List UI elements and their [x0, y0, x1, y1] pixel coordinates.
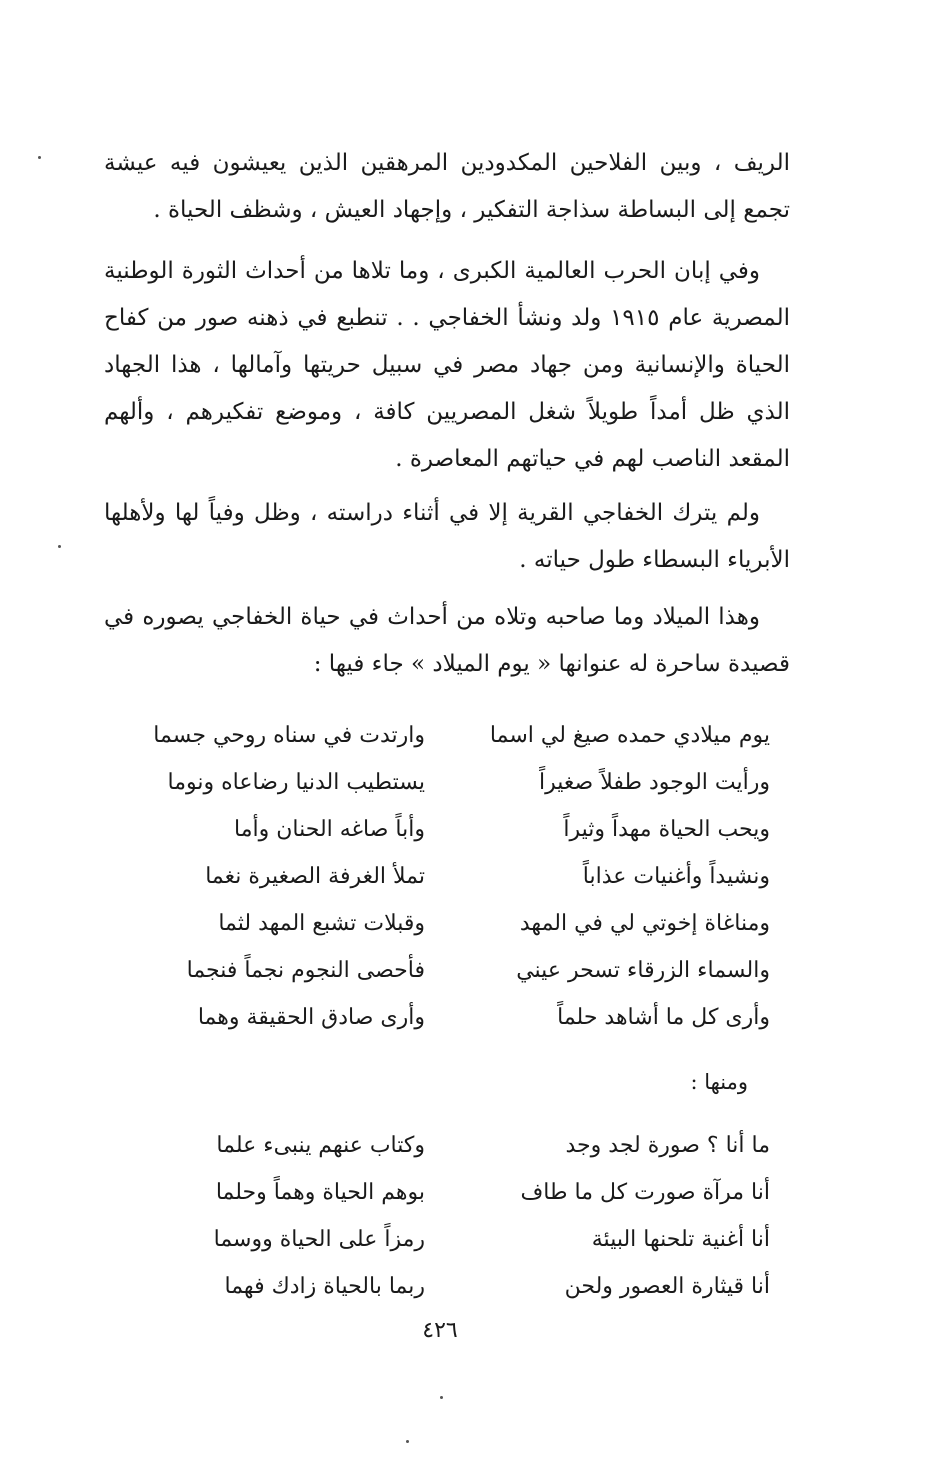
verse-first-hemistich: ورأيت الوجود طفلاً صغيراً [539, 770, 770, 795]
scan-speck [406, 1440, 409, 1443]
verse-second-hemistich: يستطيب الدنيا رضاعاه ونوما [167, 770, 425, 795]
scan-speck [440, 1396, 443, 1399]
verse-line [120, 759, 770, 806]
verse-line [120, 1122, 770, 1169]
verse-second-hemistich: وقبلات تشبع المهد لثما [218, 911, 425, 936]
verse-line [120, 1216, 770, 1263]
scan-speck [38, 156, 41, 159]
verse-first-hemistich: يوم ميلادي حمده صيغ لي اسما [489, 723, 770, 748]
verse-line [120, 712, 770, 759]
page-number: ٤٢٦ [422, 1318, 458, 1343]
verse-second-hemistich: ربما بالحياة زادك فهما [224, 1274, 425, 1299]
verse-first-hemistich: أنا أغنية تلحنها البيئة [591, 1227, 770, 1252]
verse-first-hemistich: ما أنا ؟ صورة لجد وجد [565, 1133, 770, 1158]
verse-line [120, 1263, 770, 1310]
verse-second-hemistich: وارتدت في سناه روحي جسما [153, 723, 425, 748]
paragraph-poem-intro: وهذا الميلاد وما صاحبه وتلاه من أحداث في حياة الخفاجي يصوره في قصيدة ساحرة له عنوانها « يوم الميلاد » جاء فيها : [104, 604, 790, 677]
verse-line [120, 1169, 770, 1216]
verse-first-hemistich: أنا مرآة صورت كل ما طاف [520, 1180, 770, 1205]
paragraph-birth-context: وفي إبان الحرب العالمية الكبرى ، وما تلاها من أحداث الثورة الوطنية المصرية عام ١٩١٥ ولد ونشأ الخفاجي . . تنطبع في ذهنه صور من كفاح الحياة والإنسانية ومن جهاد مصر في سبيل حريتها وآمالها ، هذا الجهاد الذي ظل أمداً طويلاً شغل المصريين كافة ، وموضع تفكيرهم ، وألهم المقعد الناصب لهم في حياتهم المعاصرة . [104, 258, 790, 472]
verse-line [120, 994, 770, 1041]
verse-second-hemistich: تملأ الغرفة الصغيرة نغما [205, 864, 425, 889]
verse-first-hemistich: ونشيداً وأغنيات عذاباً [582, 864, 770, 889]
verse-first-hemistich: وأرى كل ما أشاهد حلماً [557, 1005, 770, 1030]
verse-first-hemistich: أنا قيثارة العصور ولحن [564, 1274, 770, 1299]
verse-line [120, 806, 770, 853]
verse-line [120, 947, 770, 994]
poem-excerpt [120, 1122, 770, 1310]
paragraph-continuation: الريف ، وبين الفلاحين المكدودين المرهقين الذين يعيشون فيه عيشة تجمع إلى البساطة سذاجة التفكير ، وإجهاد العيش ، وشظف الحياة . [104, 150, 790, 223]
verse-first-hemistich: ويحب الحياة مهداً وثيراً [563, 817, 770, 842]
verse-line [120, 853, 770, 900]
verse-second-hemistich: بوهم الحياة وهماً وحلما [215, 1180, 425, 1205]
verse-second-hemistich: وكتاب عنهم ينبىء علما [216, 1133, 425, 1158]
poem-birthday [120, 712, 770, 1041]
verse-first-hemistich: والسماء الزرقاء تسحر عيني [516, 958, 770, 983]
verse-second-hemistich: رمزاً على الحياة ووسما [213, 1227, 425, 1252]
scan-speck [58, 545, 61, 548]
verse-second-hemistich: فأحصى النجوم نجماً فنجما [186, 958, 425, 983]
verse-second-hemistich: وأرى صادق الحقيقة وهما [197, 1005, 425, 1030]
paragraph-village-loyalty: ولم يترك الخفاجي القرية إلا في أثناء دراسته ، وظل وفياً لها ولأهلها الأبرياء البسطاء طول حياته . [104, 500, 790, 573]
verse-second-hemistich: وأباً صاغه الحنان وأما [234, 817, 425, 842]
poem-transition: ومنها : [690, 1070, 748, 1094]
verse-line [120, 900, 770, 947]
verse-first-hemistich: ومناغاة إخوتي لي في المهد [519, 911, 770, 936]
